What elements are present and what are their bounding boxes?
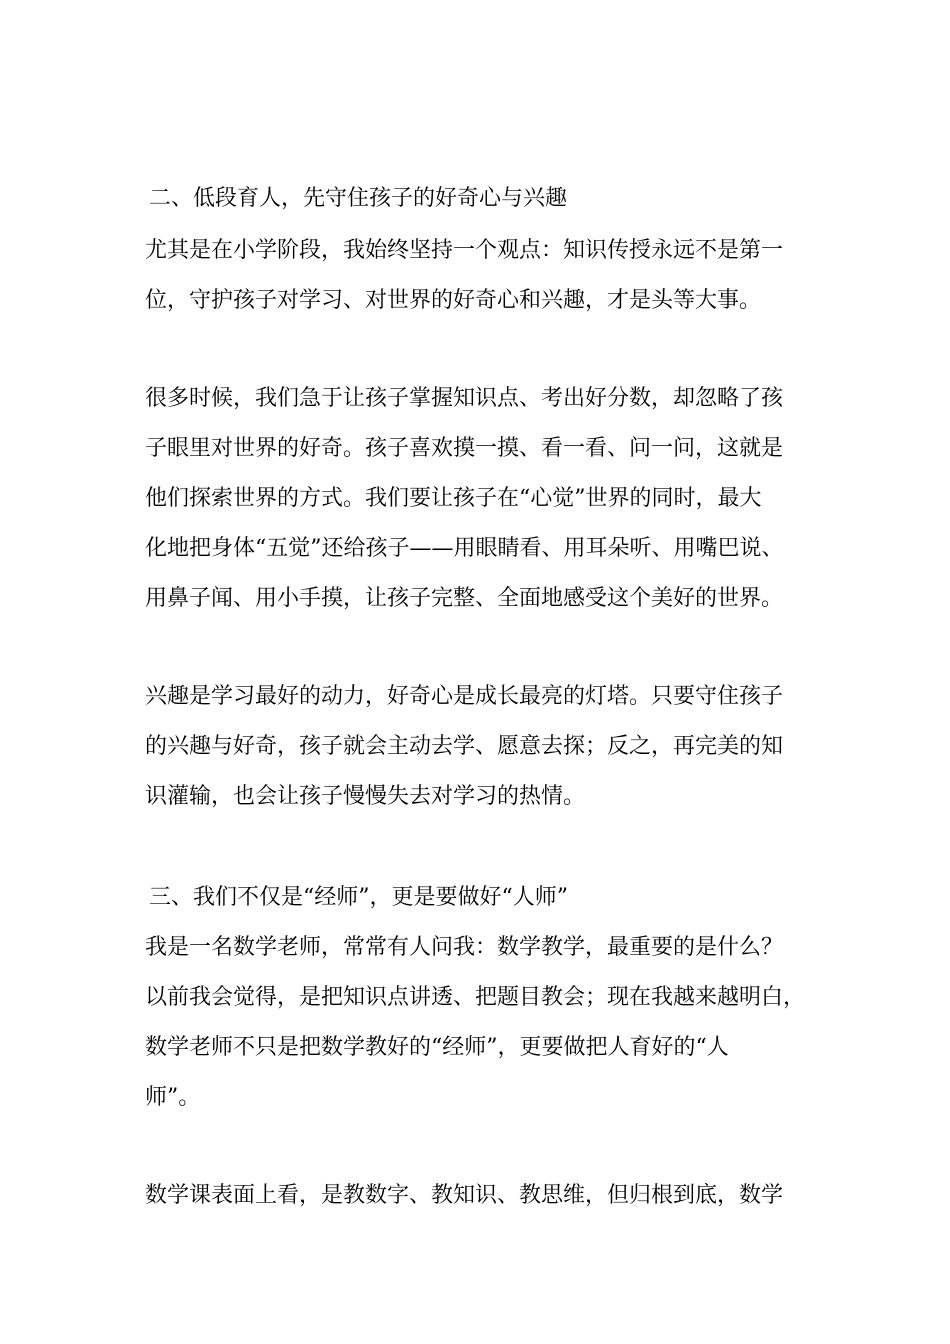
section-two-p2-line2: 子眼里对世界的好奇。孩子喜欢摸一摸、看一看、问一问，这就是 <box>145 436 784 461</box>
section-two-p1-line2: 位，守护孩子对学习、对世界的好奇心和兴趣，才是头等大事。 <box>145 288 762 313</box>
section-three-p1-line1: 我是一名数学老师，常常有人问我：数学教学，最重要的是什么？ <box>145 935 784 960</box>
section-two-p3-line1: 兴趣是学习最好的动力，好奇心是成长最亮的灯塔。只要守住孩子 <box>145 684 784 709</box>
section-two-p2-line5: 用鼻子闻、用小手摸，让孩子完整、全面地感受这个美好的世界。 <box>145 586 784 611</box>
section-three-p2-line1: 数学课表面上看，是教数字、教知识、教思维，但归根到底，数学 <box>145 1183 784 1208</box>
section-two-p2-line4: 化地把身体“五觉”还给孩子——用眼睛看、用耳朵听、用嘴巴说、 <box>145 536 784 561</box>
section-two-p2-line1: 很多时候，我们急于让孩子掌握知识点、考出好分数，却忽略了孩 <box>145 386 784 411</box>
section-three-p1-line3: 数学老师不只是把数学教好的“经师”，更要做把人育好的“人 <box>145 1035 729 1060</box>
section-two-p1-line1: 尤其是在小学阶段，我始终坚持一个观点：知识传授永远不是第一 <box>145 238 784 263</box>
section-two-heading: 二、低段育人，先守住孩子的好奇心与兴趣 <box>149 186 568 211</box>
section-two-p3-line3: 识灌输，也会让孩子慢慢失去对学习的热情。 <box>145 784 586 809</box>
section-three-p1-line4: 师”。 <box>145 1085 201 1110</box>
section-three-p1-line2: 以前我会觉得，是把知识点讲透、把题目教会；现在我越来越明白， <box>145 985 806 1010</box>
section-two-p2-line3: 他们探索世界的方式。我们要让孩子在“心觉”世界的同时，最大 <box>145 486 762 511</box>
section-two-p3-line2: 的兴趣与好奇，孩子就会主动去学、愿意去探；反之，再完美的知 <box>145 734 784 759</box>
section-three-heading: 三、我们不仅是“经师”，更是要做好“人师” <box>149 885 568 910</box>
